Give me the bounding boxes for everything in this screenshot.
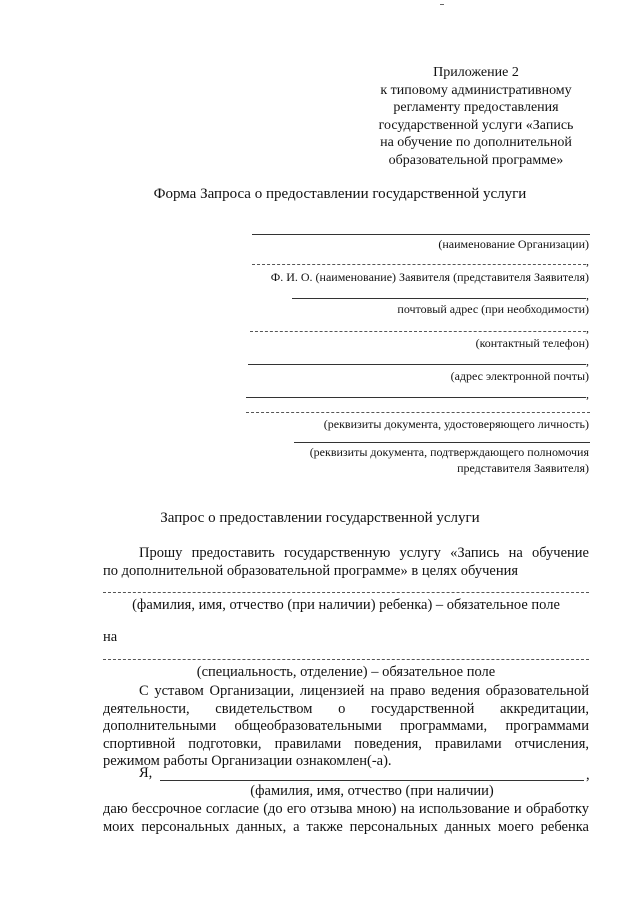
charter-line: С уставом Организации, лицензией на право ведения образовательной	[139, 683, 589, 699]
form-title: Форма Запроса о предоставлении государственной услуги	[153, 186, 527, 202]
comma: ,	[586, 321, 589, 335]
organization-caption: (наименование Организации)	[438, 237, 589, 251]
authority-document-line[interactable]	[294, 442, 590, 443]
request-line: Прошу предоставить государственную услугу «Запись на обучение	[139, 545, 589, 561]
id-document-line-1[interactable]	[246, 397, 586, 398]
comma: ,	[586, 254, 589, 268]
request-title: Запрос о предоставлении государственной услуги	[160, 510, 480, 526]
phone-caption: (контактный телефон)	[475, 336, 589, 350]
applicant-caption: Ф. И. О. (наименование) Заявителя (представителя Заявителя)	[270, 270, 589, 284]
appendix-line: образовательной программе»	[388, 152, 564, 168]
charter-line: дополнительными общеобразовательными программами, программами	[103, 718, 589, 734]
request-line: по дополнительной образовательной программе» в целях обучения	[103, 562, 519, 579]
page-mark	[440, 4, 444, 5]
i-label: Я,	[139, 765, 153, 781]
consent-line: моих персональных данных, а также персональных данных моего ребенка	[103, 818, 589, 835]
authority-caption-line1: (реквизиты документа, подтверждающего полномочия	[309, 445, 589, 459]
charter-line: деятельности, свидетельством о государственной аккредитации,	[103, 700, 589, 717]
appendix-line: государственной услуги «Запись	[378, 117, 574, 133]
consent-line: даю бессрочное согласие (до его отзыва мною) на использование и обработку	[103, 801, 589, 817]
child-name-caption: (фамилия, имя, отчество (при наличии) ребенка) – обязательное поле	[132, 597, 560, 613]
email-line[interactable]	[248, 364, 586, 365]
appendix-heading	[340, 64, 612, 169]
request-paragraph	[103, 545, 589, 580]
consent-paragraph	[103, 801, 589, 836]
comma: ,	[586, 288, 589, 302]
charter-paragraph	[103, 683, 589, 771]
specialty-caption: (специальность, отделение) – обязательное поле	[196, 664, 496, 680]
charter-line: спортивной подготовки, правилами поведения, правилами отчисления,	[103, 735, 589, 752]
appendix-line: к типовому административному	[380, 82, 572, 98]
on-label: на	[103, 629, 118, 645]
charter-line: режимом работы Организации ознакомлен(-а).	[103, 753, 392, 769]
child-name-line[interactable]	[103, 592, 589, 593]
comma: ,	[586, 354, 589, 368]
appendix-line: на обучение по дополнительной	[380, 135, 572, 150]
id-document-line-2[interactable]	[246, 412, 590, 413]
postal-address-caption: почтовый адрес (при необходимости)	[397, 302, 589, 316]
email-caption: (адрес электронной почты)	[450, 369, 589, 383]
appendix-line: регламенту предоставления	[393, 100, 559, 115]
comma: ,	[586, 387, 589, 401]
signer-name-caption: (фамилия, имя, отчество (при наличии)	[250, 783, 494, 799]
id-document-caption: (реквизиты документа, удостоверяющего личность)	[323, 417, 589, 431]
signer-name-line[interactable]	[160, 780, 584, 781]
authority-caption-line2: представителя Заявителя)	[457, 461, 589, 475]
applicant-line[interactable]	[252, 264, 586, 265]
appendix-line: Приложение 2	[433, 65, 519, 80]
specialty-line[interactable]	[103, 659, 589, 660]
comma: ,	[586, 767, 590, 783]
postal-address-line[interactable]	[292, 298, 586, 299]
phone-line[interactable]	[250, 331, 586, 332]
organization-line[interactable]	[252, 234, 590, 235]
